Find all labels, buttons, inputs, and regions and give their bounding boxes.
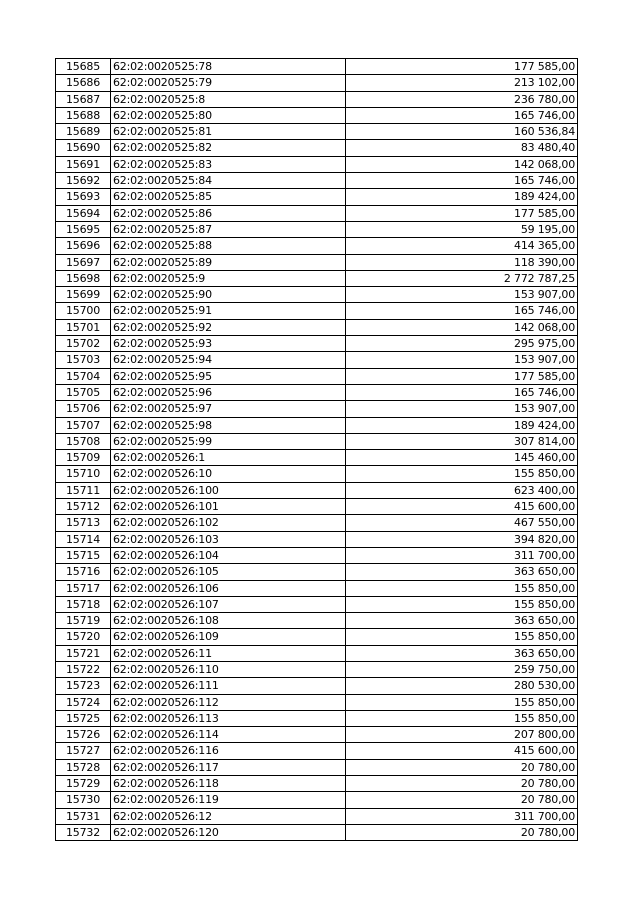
cadastral-number-cell: 62:02:0020526:107 xyxy=(111,596,346,612)
cadastral-number-cell: 62:02:0020526:104 xyxy=(111,547,346,563)
cadastral-value-cell: 311 700,00 xyxy=(346,808,578,824)
table-row xyxy=(56,531,578,547)
table-row xyxy=(56,645,578,661)
row-number-cell: 15725 xyxy=(56,710,111,726)
cadastral-value-cell: 155 850,00 xyxy=(346,466,578,482)
cadastral-value-cell: 165 746,00 xyxy=(346,107,578,123)
table-row xyxy=(56,661,578,677)
table-row xyxy=(56,580,578,596)
cadastral-number-cell: 62:02:0020525:85 xyxy=(111,189,346,205)
table-row xyxy=(56,564,578,580)
row-number-cell: 15731 xyxy=(56,808,111,824)
cadastral-value-cell: 623 400,00 xyxy=(346,482,578,498)
table-body xyxy=(56,59,578,841)
cadastral-value-cell: 165 746,00 xyxy=(346,173,578,189)
cadastral-value-cell: 145 460,00 xyxy=(346,450,578,466)
table-row xyxy=(56,743,578,759)
row-number-cell: 15696 xyxy=(56,238,111,254)
cadastral-number-cell: 62:02:0020525:83 xyxy=(111,156,346,172)
cadastral-number-cell: 62:02:0020525:91 xyxy=(111,303,346,319)
row-number-cell: 15712 xyxy=(56,499,111,515)
cadastral-number-cell: 62:02:0020525:99 xyxy=(111,433,346,449)
cadastral-number-cell: 62:02:0020526:10 xyxy=(111,466,346,482)
row-number-cell: 15726 xyxy=(56,727,111,743)
cadastral-value-cell: 83 480,40 xyxy=(346,140,578,156)
row-number-cell: 15694 xyxy=(56,205,111,221)
row-number-cell: 15723 xyxy=(56,678,111,694)
row-number-cell: 15719 xyxy=(56,613,111,629)
cadastral-value-cell: 20 780,00 xyxy=(346,792,578,808)
row-number-cell: 15710 xyxy=(56,466,111,482)
cadastral-value-cell: 467 550,00 xyxy=(346,515,578,531)
table-row xyxy=(56,270,578,286)
cadastral-number-cell: 62:02:0020525:81 xyxy=(111,124,346,140)
table-row xyxy=(56,140,578,156)
cadastral-value-cell: 153 907,00 xyxy=(346,352,578,368)
cadastral-value-cell: 20 780,00 xyxy=(346,776,578,792)
row-number-cell: 15718 xyxy=(56,596,111,612)
row-number-cell: 15700 xyxy=(56,303,111,319)
cadastral-number-cell: 62:02:0020525:80 xyxy=(111,107,346,123)
cadastral-value-cell: 118 390,00 xyxy=(346,254,578,270)
row-number-cell: 15705 xyxy=(56,384,111,400)
table-row xyxy=(56,727,578,743)
table-row xyxy=(56,710,578,726)
row-number-cell: 15728 xyxy=(56,759,111,775)
cadastral-number-cell: 62:02:0020525:87 xyxy=(111,221,346,237)
table-row xyxy=(56,613,578,629)
cadastral-value-cell: 363 650,00 xyxy=(346,613,578,629)
cadastral-number-cell: 62:02:0020526:118 xyxy=(111,776,346,792)
cadastral-value-cell: 177 585,00 xyxy=(346,368,578,384)
row-number-cell: 15704 xyxy=(56,368,111,384)
row-number-cell: 15727 xyxy=(56,743,111,759)
table-row xyxy=(56,336,578,352)
row-number-cell: 15729 xyxy=(56,776,111,792)
cadastral-number-cell: 62:02:0020526:109 xyxy=(111,629,346,645)
row-number-cell: 15713 xyxy=(56,515,111,531)
cadastral-number-cell: 62:02:0020525:98 xyxy=(111,417,346,433)
cadastral-number-cell: 62:02:0020525:93 xyxy=(111,336,346,352)
cadastral-value-cell: 394 820,00 xyxy=(346,531,578,547)
table-row xyxy=(56,694,578,710)
table-row xyxy=(56,759,578,775)
cadastral-value-cell: 160 536,84 xyxy=(346,124,578,140)
cadastral-value-cell: 236 780,00 xyxy=(346,91,578,107)
row-number-cell: 15708 xyxy=(56,433,111,449)
cadastral-value-cell: 415 600,00 xyxy=(346,499,578,515)
cadastral-number-cell: 62:02:0020525:78 xyxy=(111,59,346,75)
table-row xyxy=(56,221,578,237)
cadastral-number-cell: 62:02:0020526:11 xyxy=(111,645,346,661)
table-row xyxy=(56,238,578,254)
table-row xyxy=(56,124,578,140)
cadastral-value-cell: 415 600,00 xyxy=(346,743,578,759)
cadastral-number-cell: 62:02:0020526:100 xyxy=(111,482,346,498)
cadastral-number-cell: 62:02:0020525:94 xyxy=(111,352,346,368)
cadastral-value-cell: 155 850,00 xyxy=(346,596,578,612)
table-row xyxy=(56,499,578,515)
cadastral-value-cell: 2 772 787,25 xyxy=(346,270,578,286)
cadastral-value-cell: 295 975,00 xyxy=(346,336,578,352)
cadastral-value-cell: 307 814,00 xyxy=(346,433,578,449)
row-number-cell: 15689 xyxy=(56,124,111,140)
table-row xyxy=(56,75,578,91)
row-number-cell: 15732 xyxy=(56,824,111,840)
cadastral-value-cell: 155 850,00 xyxy=(346,629,578,645)
row-number-cell: 15687 xyxy=(56,91,111,107)
cadastral-value-cell: 177 585,00 xyxy=(346,205,578,221)
cadastral-value-cell: 363 650,00 xyxy=(346,645,578,661)
cadastral-number-cell: 62:02:0020525:89 xyxy=(111,254,346,270)
table-row xyxy=(56,792,578,808)
cadastral-number-cell: 62:02:0020525:86 xyxy=(111,205,346,221)
cadastral-value-cell: 311 700,00 xyxy=(346,547,578,563)
cadastral-value-cell: 207 800,00 xyxy=(346,727,578,743)
row-number-cell: 15724 xyxy=(56,694,111,710)
table-row xyxy=(56,466,578,482)
cadastral-number-cell: 62:02:0020525:97 xyxy=(111,401,346,417)
cadastral-number-cell: 62:02:0020526:103 xyxy=(111,531,346,547)
table-row xyxy=(56,189,578,205)
cadastral-value-cell: 165 746,00 xyxy=(346,384,578,400)
cadastral-number-cell: 62:02:0020525:84 xyxy=(111,173,346,189)
cadastral-value-table xyxy=(55,58,578,841)
cadastral-value-cell: 414 365,00 xyxy=(346,238,578,254)
row-number-cell: 15717 xyxy=(56,580,111,596)
cadastral-value-cell: 59 195,00 xyxy=(346,221,578,237)
row-number-cell: 15715 xyxy=(56,547,111,563)
cadastral-number-cell: 62:02:0020526:114 xyxy=(111,727,346,743)
cadastral-number-cell: 62:02:0020526:112 xyxy=(111,694,346,710)
cadastral-number-cell: 62:02:0020525:96 xyxy=(111,384,346,400)
table-row xyxy=(56,776,578,792)
table-row xyxy=(56,303,578,319)
cadastral-number-cell: 62:02:0020526:120 xyxy=(111,824,346,840)
table-row xyxy=(56,156,578,172)
table-row xyxy=(56,319,578,335)
cadastral-number-cell: 62:02:0020526:106 xyxy=(111,580,346,596)
cadastral-number-cell: 62:02:0020525:95 xyxy=(111,368,346,384)
cadastral-number-cell: 62:02:0020526:101 xyxy=(111,499,346,515)
row-number-cell: 15685 xyxy=(56,59,111,75)
table-row xyxy=(56,450,578,466)
table-row xyxy=(56,808,578,824)
row-number-cell: 15688 xyxy=(56,107,111,123)
cadastral-number-cell: 62:02:0020526:1 xyxy=(111,450,346,466)
row-number-cell: 15692 xyxy=(56,173,111,189)
cadastral-number-cell: 62:02:0020526:116 xyxy=(111,743,346,759)
table-row xyxy=(56,287,578,303)
row-number-cell: 15706 xyxy=(56,401,111,417)
table-row xyxy=(56,824,578,840)
cadastral-value-cell: 20 780,00 xyxy=(346,824,578,840)
row-number-cell: 15709 xyxy=(56,450,111,466)
row-number-cell: 15691 xyxy=(56,156,111,172)
table-row xyxy=(56,91,578,107)
row-number-cell: 15714 xyxy=(56,531,111,547)
cadastral-value-cell: 165 746,00 xyxy=(346,303,578,319)
row-number-cell: 15698 xyxy=(56,270,111,286)
row-number-cell: 15693 xyxy=(56,189,111,205)
cadastral-value-cell: 363 650,00 xyxy=(346,564,578,580)
cadastral-number-cell: 62:02:0020526:110 xyxy=(111,661,346,677)
cadastral-number-cell: 62:02:0020525:79 xyxy=(111,75,346,91)
cadastral-number-cell: 62:02:0020525:92 xyxy=(111,319,346,335)
table-row xyxy=(56,401,578,417)
cadastral-number-cell: 62:02:0020526:111 xyxy=(111,678,346,694)
table-row xyxy=(56,515,578,531)
cadastral-value-cell: 153 907,00 xyxy=(346,287,578,303)
table-row xyxy=(56,173,578,189)
table-row xyxy=(56,433,578,449)
cadastral-value-cell: 189 424,00 xyxy=(346,189,578,205)
cadastral-value-cell: 20 780,00 xyxy=(346,759,578,775)
table-row xyxy=(56,678,578,694)
cadastral-value-cell: 155 850,00 xyxy=(346,694,578,710)
row-number-cell: 15720 xyxy=(56,629,111,645)
cadastral-value-cell: 189 424,00 xyxy=(346,417,578,433)
cadastral-value-cell: 280 530,00 xyxy=(346,678,578,694)
row-number-cell: 15701 xyxy=(56,319,111,335)
table-row xyxy=(56,59,578,75)
cadastral-number-cell: 62:02:0020525:9 xyxy=(111,270,346,286)
cadastral-number-cell: 62:02:0020525:8 xyxy=(111,91,346,107)
table-row xyxy=(56,368,578,384)
row-number-cell: 15695 xyxy=(56,221,111,237)
row-number-cell: 15721 xyxy=(56,645,111,661)
table-row xyxy=(56,417,578,433)
table-row xyxy=(56,352,578,368)
table-row xyxy=(56,254,578,270)
cadastral-value-cell: 259 750,00 xyxy=(346,661,578,677)
cadastral-number-cell: 62:02:0020526:105 xyxy=(111,564,346,580)
table-row xyxy=(56,205,578,221)
cadastral-value-cell: 142 068,00 xyxy=(346,319,578,335)
row-number-cell: 15722 xyxy=(56,661,111,677)
cadastral-value-cell: 153 907,00 xyxy=(346,401,578,417)
cadastral-value-cell: 213 102,00 xyxy=(346,75,578,91)
cadastral-number-cell: 62:02:0020526:102 xyxy=(111,515,346,531)
row-number-cell: 15711 xyxy=(56,482,111,498)
row-number-cell: 15686 xyxy=(56,75,111,91)
table-row xyxy=(56,384,578,400)
row-number-cell: 15730 xyxy=(56,792,111,808)
cadastral-number-cell: 62:02:0020525:88 xyxy=(111,238,346,254)
row-number-cell: 15699 xyxy=(56,287,111,303)
cadastral-number-cell: 62:02:0020526:12 xyxy=(111,808,346,824)
cadastral-value-cell: 155 850,00 xyxy=(346,710,578,726)
table-row xyxy=(56,547,578,563)
row-number-cell: 15716 xyxy=(56,564,111,580)
row-number-cell: 15690 xyxy=(56,140,111,156)
cadastral-number-cell: 62:02:0020525:82 xyxy=(111,140,346,156)
cadastral-number-cell: 62:02:0020526:117 xyxy=(111,759,346,775)
table-row xyxy=(56,629,578,645)
cadastral-number-cell: 62:02:0020526:108 xyxy=(111,613,346,629)
table-row xyxy=(56,596,578,612)
cadastral-number-cell: 62:02:0020526:119 xyxy=(111,792,346,808)
cadastral-value-cell: 142 068,00 xyxy=(346,156,578,172)
cadastral-value-cell: 177 585,00 xyxy=(346,59,578,75)
cadastral-value-cell: 155 850,00 xyxy=(346,580,578,596)
table-row xyxy=(56,482,578,498)
row-number-cell: 15702 xyxy=(56,336,111,352)
row-number-cell: 15697 xyxy=(56,254,111,270)
cadastral-number-cell: 62:02:0020526:113 xyxy=(111,710,346,726)
table-row xyxy=(56,107,578,123)
row-number-cell: 15707 xyxy=(56,417,111,433)
row-number-cell: 15703 xyxy=(56,352,111,368)
cadastral-number-cell: 62:02:0020525:90 xyxy=(111,287,346,303)
